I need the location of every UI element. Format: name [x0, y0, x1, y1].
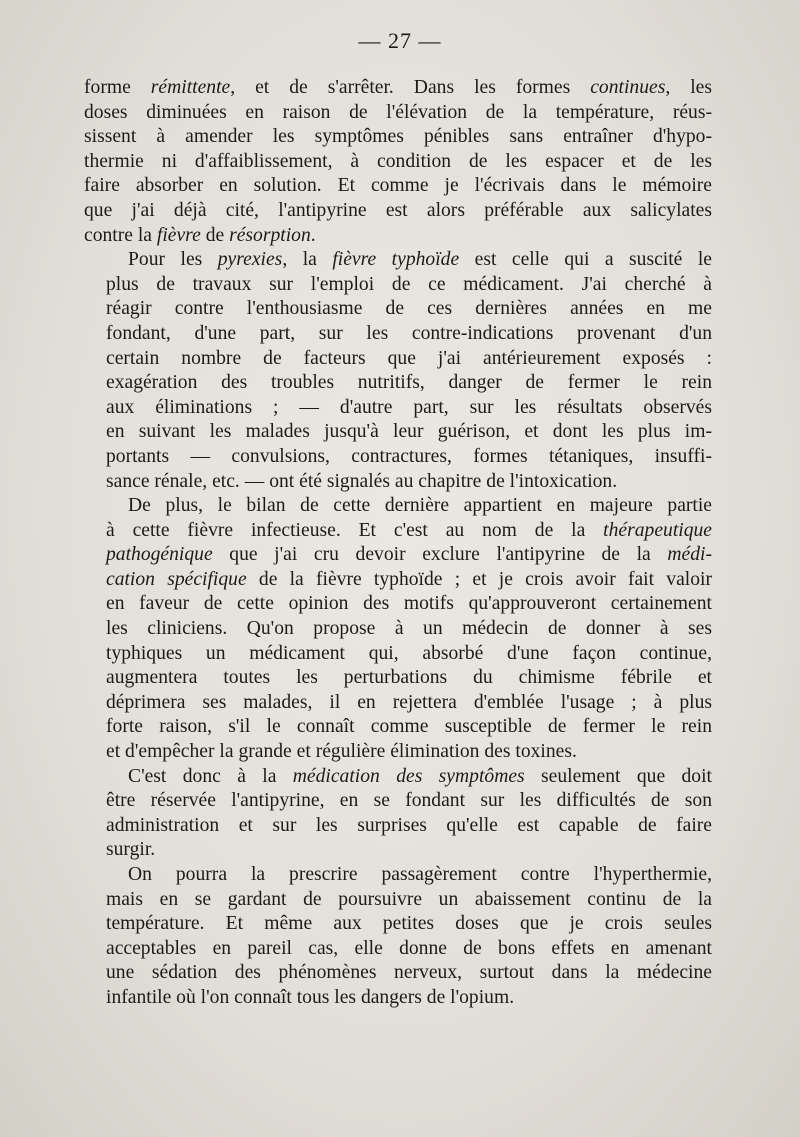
- text-run: que j'ai déjà cité, l'antipyrine est alors préférable aux salicylates: [84, 199, 712, 221]
- text-run: , les: [665, 77, 712, 98]
- text-run: forme: [84, 77, 151, 98]
- text-line: [84, 543, 712, 568]
- italic-term: thérapeutique: [603, 519, 712, 541]
- text-line: [84, 838, 712, 863]
- text-run: déprimera ses malades, il en rejettera d'emblée l'usage ; à plus: [106, 691, 712, 713]
- text-line: [84, 470, 712, 495]
- text-line: [84, 322, 712, 347]
- text-run: une sédation des phénomènes nerveux, surtout dans la médecine: [106, 962, 712, 984]
- text-line: [84, 617, 712, 642]
- text-line: [84, 765, 712, 790]
- text-line: [84, 715, 712, 740]
- paragraph: [84, 863, 712, 1011]
- text-run: administration et sur les surprises qu'elle est capable de faire: [106, 814, 712, 836]
- text-line: [84, 76, 712, 101]
- text-run: est celle qui a suscité le: [459, 249, 712, 271]
- text-run: exagération des troubles nutritifs, danger de fermer le rein: [106, 372, 712, 394]
- italic-term: cation spécifique: [106, 568, 247, 590]
- text-line: [84, 125, 712, 150]
- text-run: augmentera toutes les perturbations du chimisme fébrile et: [106, 667, 712, 689]
- text-line: [84, 568, 712, 593]
- paragraph: [84, 248, 712, 494]
- text-line: [84, 420, 712, 445]
- text-line: [84, 199, 712, 224]
- text-run: C'est donc à la: [128, 765, 293, 787]
- text-run: plus de travaux sur l'emploi de ce médicament. J'ai cherché à: [106, 273, 712, 295]
- italic-term: pyrexies: [217, 249, 283, 271]
- text-line: [84, 986, 712, 1011]
- text-line: [84, 814, 712, 839]
- text-run: On pourra la prescrire passagèrement contre l'hyperthermie,: [128, 864, 712, 885]
- text-run: De plus, le bilan de cette dernière appartient en majeure partie: [128, 495, 712, 517]
- text-line: [84, 101, 712, 126]
- italic-term: résorption: [229, 224, 311, 246]
- text-run: surgir.: [106, 839, 156, 861]
- text-run: faire absorber en solution. Et comme je l'écrivais dans le mémoire: [84, 175, 712, 197]
- text-line: [84, 789, 712, 814]
- text-run: température. Et même aux petites doses que je crois seules: [106, 913, 712, 935]
- italic-term: fièvre: [156, 224, 201, 246]
- page-number: — 27 —: [358, 28, 442, 53]
- text-line: [84, 740, 712, 765]
- text-run: être réservée l'antipyrine, en se fondant sur les difficultés de son: [106, 790, 712, 812]
- text-line: [84, 347, 712, 372]
- text-run: fondant, d'une part, sur les contre-indications provenant d'un: [106, 322, 712, 344]
- text-run: mais en se gardant de poursuivre un abaissement continu de la: [106, 888, 712, 910]
- text-run: forte raison, s'il le connaît comme susceptible de fermer le rein: [106, 716, 712, 738]
- text-line: [84, 863, 712, 888]
- text-run: seulement que doit: [524, 765, 712, 787]
- italic-term: fièvre typhoïde: [332, 249, 460, 271]
- text-run: contre la: [84, 224, 157, 246]
- italic-term: pathogénique: [106, 544, 213, 566]
- text-run: , et de s'arrêter. Dans les formes: [230, 77, 591, 98]
- text-run: que j'ai cru devoir exclure l'antipyrine de la: [212, 544, 668, 566]
- text-run: à cette fièvre infectieuse. Et c'est au nom de la: [106, 519, 604, 541]
- text-line: [84, 937, 712, 962]
- text-line: [84, 371, 712, 396]
- text-line: [84, 150, 712, 175]
- text-run: en faveur de cette opinion des motifs qu'approuveront certainement: [106, 593, 712, 615]
- text-line: [84, 273, 712, 298]
- text-line: [84, 248, 712, 273]
- text-run: certain nombre de facteurs que j'ai antérieurement exposés :: [106, 347, 712, 369]
- text-line: [84, 396, 712, 421]
- text-line: [84, 494, 712, 519]
- text-run: infantile où l'on connaît tous les dangers de l'opium.: [106, 986, 515, 1008]
- text-line: [84, 224, 712, 249]
- text-run: acceptables en pareil cas, elle donne de bons effets en amenant: [106, 937, 712, 959]
- text-line: [84, 961, 712, 986]
- italic-term: médication des symptômes: [292, 765, 525, 787]
- paragraph: [84, 765, 712, 863]
- paragraph: [84, 494, 712, 765]
- text-run: .: [310, 224, 316, 246]
- text-run: de la fièvre typhoïde ; et je crois avoir fait valoir: [246, 568, 713, 590]
- text-run: sance rénale, etc. — ont été signalés au chapitre de l'intoxication.: [106, 470, 618, 492]
- text-run: aux éliminations ; — d'autre part, sur les résultats observés: [106, 396, 712, 418]
- text-run: de: [200, 224, 230, 246]
- text-line: [84, 297, 712, 322]
- text-line: [84, 445, 712, 470]
- italic-term: rémittente: [150, 77, 231, 98]
- text-run: thermie ni d'affaiblissement, à condition de les espacer et de les: [84, 150, 712, 172]
- text-run: Pour les: [128, 249, 218, 271]
- body-text: [84, 76, 712, 1011]
- text-run: en suivant les malades jusqu'à leur guérison, et dont les plus im-: [106, 421, 712, 443]
- text-line: [84, 888, 712, 913]
- text-run: doses diminuées en raison de l'élévation de la température, réus-: [84, 101, 712, 123]
- text-run: sissent à amender les symptômes pénibles sans entraîner d'hypo-: [84, 126, 712, 148]
- text-line: [84, 174, 712, 199]
- text-run: , la: [282, 249, 333, 271]
- text-line: [84, 642, 712, 667]
- paragraph: [84, 76, 712, 248]
- text-run: typhiques un médicament qui, absorbé d'une façon continue,: [106, 642, 712, 664]
- text-line: [84, 592, 712, 617]
- italic-term: continues: [590, 77, 666, 98]
- text-run: les cliniciens. Qu'on propose à un médecin de donner à ses: [106, 618, 712, 640]
- text-line: [84, 691, 712, 716]
- text-run: et d'empêcher la grande et régulière élimination des toxines.: [106, 741, 577, 763]
- text-run: portants — convulsions, contractures, formes tétaniques, insuffi-: [106, 445, 712, 467]
- text-line: [84, 519, 712, 544]
- text-line: [84, 666, 712, 691]
- text-line: [84, 912, 712, 937]
- italic-term: médi-: [667, 544, 712, 566]
- text-run: réagir contre l'enthousiasme de ces dernières années en me: [106, 298, 712, 320]
